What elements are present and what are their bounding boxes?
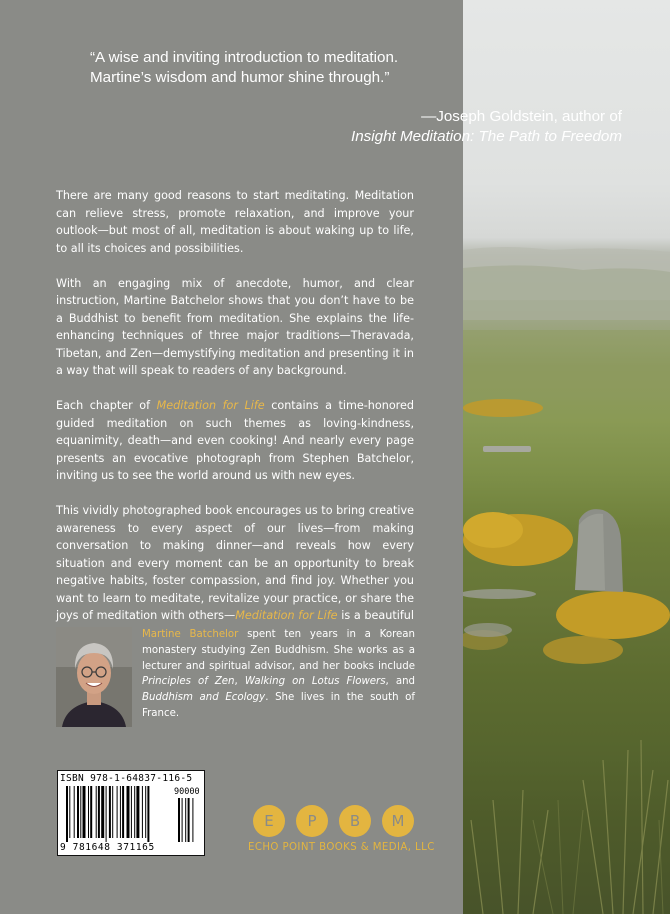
barcode-supplement-bar bbox=[188, 798, 190, 842]
barcode-bar bbox=[109, 786, 111, 838]
barcode-bar bbox=[98, 786, 100, 838]
barcode-supplement-bar bbox=[185, 798, 186, 842]
logo-letter-m: M bbox=[382, 805, 414, 837]
barcode-bar bbox=[147, 786, 149, 842]
barcode-bars bbox=[66, 786, 201, 842]
barcode-bar bbox=[101, 786, 104, 838]
description-paragraph-2: With an engaging mix of anecdote, humor, and clear instruction, Martine Batchelor shows that you don’t have to be a Buddhist to benefit from meditation. She explains the life-enhancing techniques of three major traditions—Theravada, Tibetan, and Zen—demystifying meditation and presenting it in a way that will speak to readers of any background. bbox=[56, 276, 414, 377]
barcode-bar bbox=[127, 786, 130, 838]
barcode-bar bbox=[69, 786, 70, 838]
barcode-bar bbox=[90, 786, 92, 838]
bio-separator: , and bbox=[385, 676, 415, 688]
description-paragraph-4 bbox=[56, 502, 414, 642]
barcode-bar bbox=[88, 786, 89, 838]
p3-text-start: Each chapter of bbox=[56, 399, 157, 412]
barcode-bar bbox=[112, 786, 113, 838]
bio-text-end: . She lives in the south of France. bbox=[142, 692, 415, 719]
barcode-supplement-bar bbox=[192, 798, 193, 842]
barcode-supplement-bar bbox=[182, 798, 183, 842]
quote-line-1: “A wise and inviting introduction to meditation. bbox=[90, 49, 399, 66]
publisher-name: ECHO POINT BOOKS & MEDIA, LLC bbox=[248, 842, 435, 853]
author-book-1: Principles of Zen bbox=[142, 676, 235, 688]
barcode-bar bbox=[142, 786, 143, 838]
description-paragraph-3 bbox=[56, 397, 414, 485]
p3-text-end: contains a time-honored guided meditation on such themes as loving-kindness, equanimity, death—and even cooking! And nearly every page presents an evocative photograph from Stephen Batchelor, inviting us to see the world around us with new eyes. bbox=[56, 399, 415, 482]
author-bio bbox=[142, 627, 415, 722]
book-title-highlight: Meditation for Life bbox=[235, 609, 338, 622]
barcode-bar bbox=[106, 786, 107, 842]
barcode-bar bbox=[117, 786, 118, 838]
p4-text-end: is a beautiful bbox=[341, 609, 414, 622]
description-paragraph-1: There are many good reasons to start meditating. Meditation can relieve stress, promote relaxation, and improve your outlook—but most of all, meditation is about waking up to life, to all its choices and possibilities. bbox=[56, 189, 414, 255]
logo-letter-e: E bbox=[253, 805, 285, 837]
publisher-logo bbox=[248, 805, 435, 865]
bio-separator: , bbox=[234, 676, 245, 688]
barcode-bar bbox=[66, 786, 68, 842]
barcode-bar bbox=[145, 786, 146, 838]
p4-text-start: This vividly photographed book encourages us to bring creative awareness to every aspect of our lives—from making conversation to making dinner—and reveals how every situation and every moment can be an opportunity to break negative habits, foster compassion, and find joy. Whether you want to learn to meditate, revitalize your practice, or share the joys of meditation with others— bbox=[56, 504, 414, 622]
barcode-bar bbox=[134, 786, 135, 838]
barcode-bar bbox=[136, 786, 139, 838]
isbn-barcode bbox=[57, 770, 205, 856]
barcode-digits: 9 781648 371165 bbox=[60, 842, 155, 853]
barcode-bar bbox=[77, 786, 79, 838]
price-code: 90000 bbox=[174, 787, 200, 797]
author-name: Martine Batchelor bbox=[142, 629, 239, 640]
author-book-2: Walking on Lotus Flowers bbox=[244, 676, 386, 688]
barcode-bar bbox=[80, 786, 81, 838]
bio-text: spent ten years in a Korean monastery studying Zen Buddhism. She works as a lecturer and spiritual advisor, and her books include bbox=[142, 629, 416, 672]
barcode-bar bbox=[83, 786, 86, 838]
author-photo bbox=[56, 627, 132, 727]
barcode-bar bbox=[131, 786, 132, 838]
book-title-highlight: Meditation for Life bbox=[156, 399, 265, 412]
barcode-bar bbox=[96, 786, 97, 838]
attribution-author: —Joseph Goldstein, author of bbox=[421, 108, 622, 125]
barcode-bar bbox=[74, 786, 75, 838]
logo-letter-b: B bbox=[339, 805, 371, 837]
logo-letter-p: P bbox=[296, 805, 328, 837]
barcode-bar bbox=[122, 786, 124, 838]
endorsement-quote bbox=[90, 48, 430, 88]
isbn-number: ISBN 978-1-64837-116-5 bbox=[60, 773, 193, 784]
barcode-supplement-bar bbox=[178, 798, 180, 842]
author-book-3: Buddhism and Ecology bbox=[142, 692, 266, 704]
attribution-book: Insight Meditation: The Path to Freedom bbox=[351, 128, 622, 145]
quote-line-2: Martine’s wisdom and humor shine through.” bbox=[90, 69, 390, 86]
book-description bbox=[56, 187, 414, 660]
barcode-bar bbox=[120, 786, 121, 838]
quote-attribution bbox=[351, 107, 622, 147]
